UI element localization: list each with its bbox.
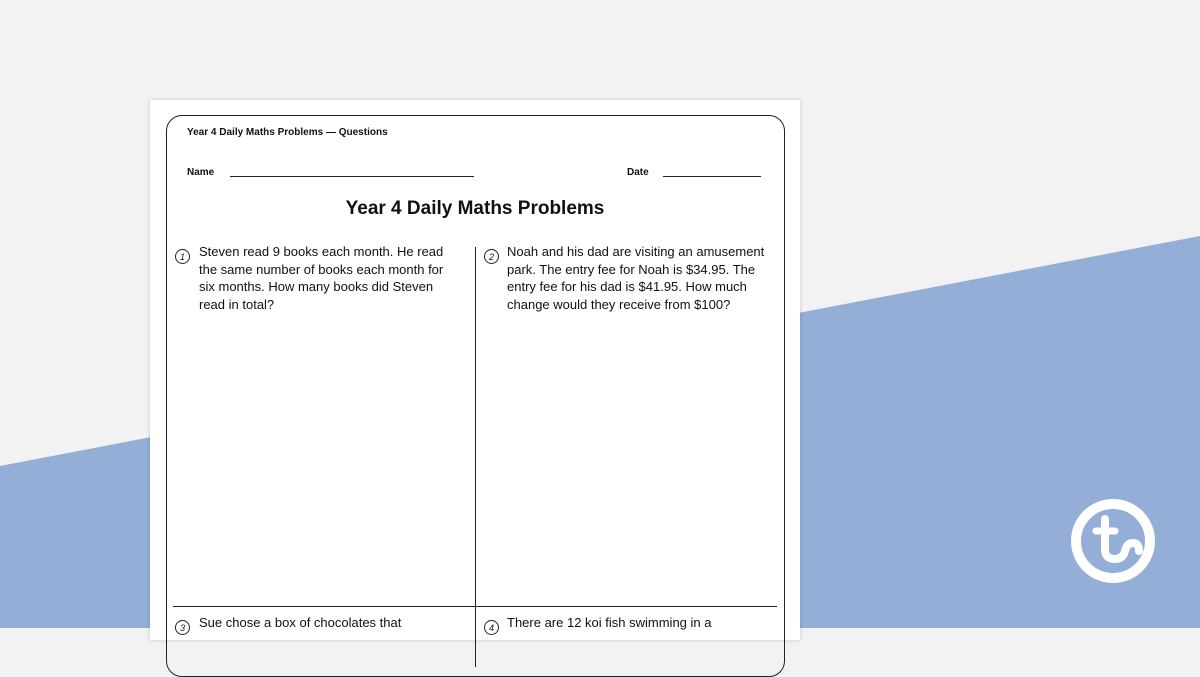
column-divider (475, 247, 476, 667)
question-3-text: Sue chose a box of chocolates that (199, 615, 402, 630)
worksheet-title: Year 4 Daily Maths Problems (345, 198, 605, 219)
question-2-number: 2 (484, 249, 499, 264)
date-line (663, 176, 761, 177)
name-label: Name (187, 167, 215, 178)
question-4-text: There are 12 koi fish swimming in a (507, 615, 712, 630)
question-4-number: 4 (484, 620, 499, 635)
name-line (230, 176, 474, 177)
question-1-number: 1 (175, 249, 190, 264)
teach-starter-logo-icon (1069, 497, 1157, 585)
question-1-text: Steven read 9 books each month. He read the same number of books each month for six months. How many books did Steven read in total? (199, 244, 444, 312)
date-label: Date (627, 167, 649, 178)
row-divider (173, 606, 777, 607)
question-3-number: 3 (175, 620, 190, 635)
question-2-text: Noah and his dad are visiting an amusement park. The entry fee for Noah is $34.95. The entry fee for his dad is $41.95. How much change would they receive from $100? (507, 244, 765, 312)
worksheet-page (150, 100, 800, 640)
worksheet-header-title: Year 4 Daily Maths Problems — Questions (187, 127, 388, 138)
